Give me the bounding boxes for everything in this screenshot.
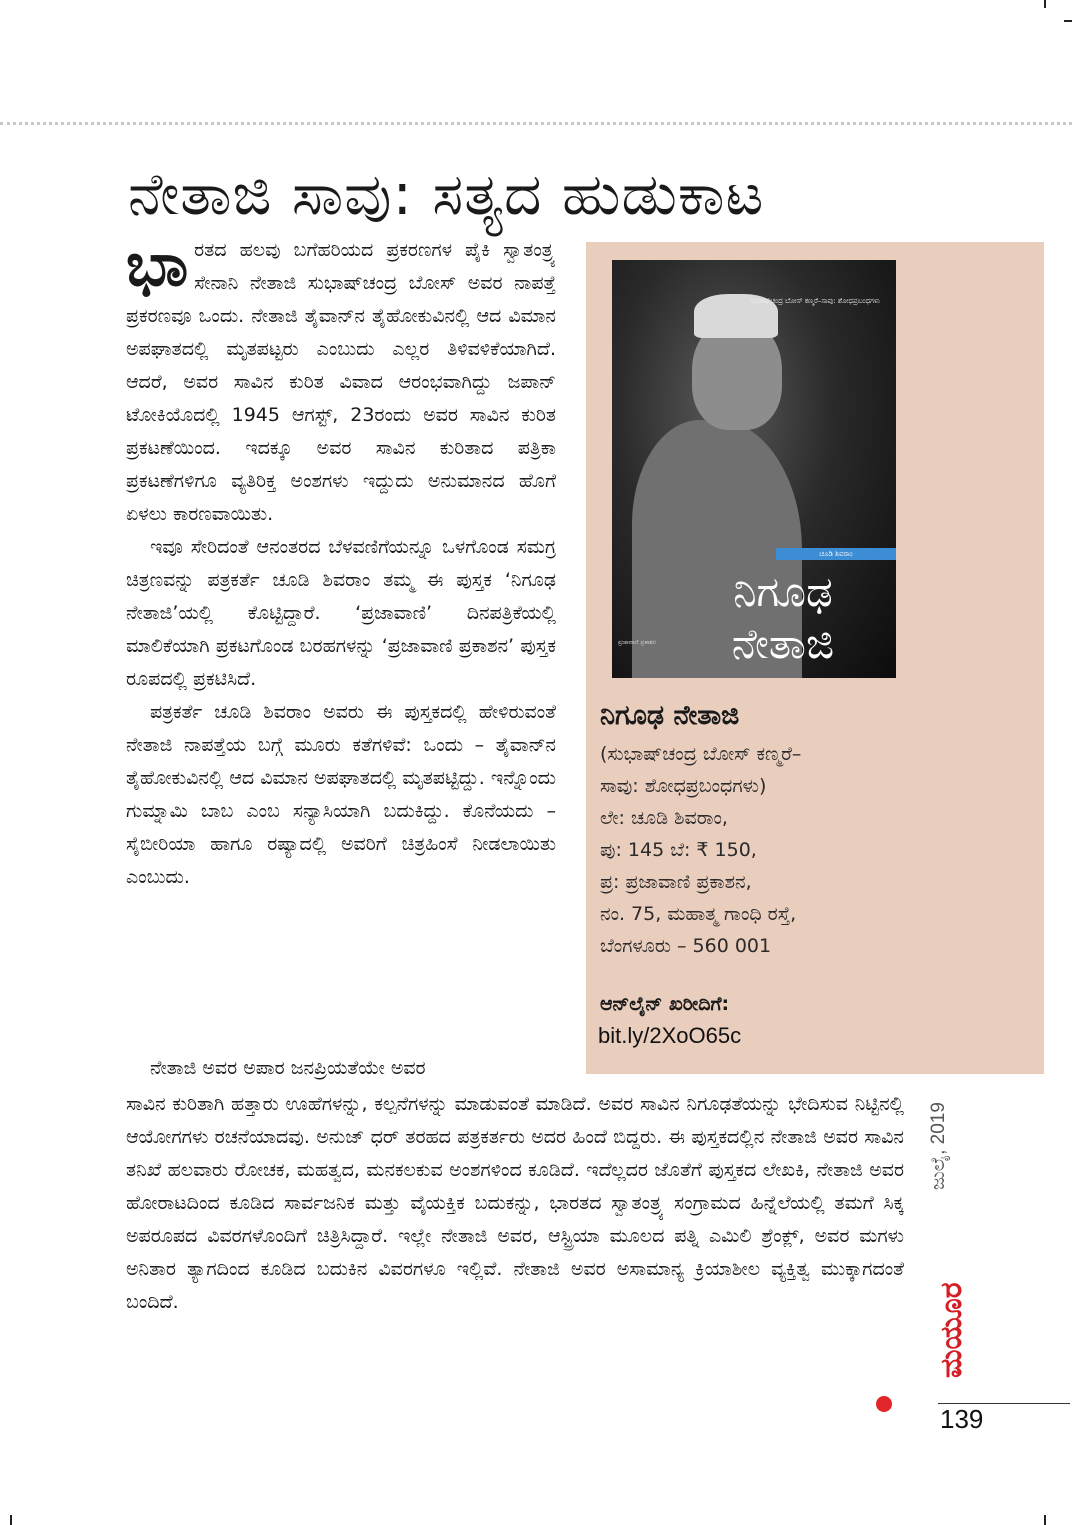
lead-paragraph-2: ಇವೂ ಸೇರಿದಂತೆ ಆನಂತರದ ಬೆಳವಣಿಗೆಯನ್ನೂ ಒಳಗೊಂಡ ಸಮಗ್ರ ಚಿತ್ರಣವನ್ನು ಪತ್ರಕರ್ತೆ ಚೂಡಿ ಶಿವರಾಂ ತಮ್ಮ ಈ ಪುಸ್ತಕ ‘ನಿಗೂಢ ನೇತಾಜಿ’ಯಲ್ಲಿ ಕೊಟ್ಟಿದ್ದಾರೆ. ‘ಪ್ರಜಾವಾಣಿ’ ದಿನಪತ್ರಿಕೆಯಲ್ಲಿ ಮಾಲಿಕೆಯಾಗಿ ಪ್ರಕಟಗೊಂಡ ಬರಹಗಳನ್ನು ‘ಪ್ರಜಾವಾಣಿ ಪ್ರಕಾಶನ’ ಪುಸ್ತಕ ರೂಪದಲ್ಲಿ ಪ್ರಕಟಿಸಿದೆ. <box>126 536 556 690</box>
red-dot-ornament <box>876 1396 892 1412</box>
crop-mark-right <box>1064 20 1072 22</box>
online-purchase-label: ಆನ್‌ಲೈನ್ ಖರೀದಿಗೆ: <box>600 993 730 1015</box>
magazine-brand: ಮಯೂರ <box>934 1282 969 1378</box>
cover-title <box>688 566 878 670</box>
book-address-line-2: ಬೆಂಗಳೂರು – 560 001 <box>600 935 772 957</box>
crop-mark-top <box>1044 0 1046 8</box>
book-details <box>600 738 1020 962</box>
article-headline: ನೇತಾಜಿ ಸಾವು: ಸತ್ಯದ ಹುಡುಕಾಟ <box>128 160 765 228</box>
cover-author-strip: ಚೂಡಿ ಶಿವರಾಂ <box>776 548 896 560</box>
issue-date: ಜುಲೈ, 2019 <box>928 1102 949 1190</box>
wide-paragraph: ಸಾವಿನ ಕುರಿತಾಗಿ ಹತ್ತಾರು ಊಹೆಗಳನ್ನು, ಕಲ್ಪನೆಗಳನ್ನು ಮಾಡುವಂತೆ ಮಾಡಿದೆ. ಅವರ ಸಾವಿನ ನಿಗೂಢತೆಯನ್ನು ಭೇದಿಸುವ ನಿಟ್ಟಿನಲ್ಲಿ ಆಯೋಗಗಳು ರಚನೆಯಾದವು. ಅನುಜ್ ಧರ್ ತರಹದ ಪತ್ರಕರ್ತರು ಅದರ ಹಿಂದೆ ಬಿದ್ದರು. ಈ ಪುಸ್ತಕದಲ್ಲಿನ ನೇತಾಜಿ ಅವರ ಸಾವಿನ ತನಿಖೆ ಹಲವಾರು ರೋಚಕ, ಮಹತ್ವದ, ಮನಕಲಕುವ ಅಂಶಗಳಿಂದ ಕೂಡಿದೆ. ಇದೆಲ್ಲದರ ಜೊತೆಗೆ ಪುಸ್ತಕದ ಲೇಖಕಿ, ನೇತಾಜಿ ಅವರ ಹೋರಾಟದಿಂದ ಕೂಡಿದ ಸಾರ್ವಜನಿಕ ಮತ್ತು ವೈಯಕ್ತಿಕ ಬದುಕನ್ನು, ಭಾರತದ ಸ್ವಾತಂತ್ರ್ಯ ಸಂಗ್ರಾಮದ ಹಿನ್ನೆಲೆಯಲ್ಲಿ ತಮಗೆ ಸಿಕ್ಕ ಅಪರೂಪದ ವಿವರಗಳೊಂದಿಗೆ ಚಿತ್ರಿಸಿದ್ದಾರೆ. ಇಲ್ಲೇ ನೇತಾಜಿ ಅವರ, ಆಸ್ಟ್ರಿಯಾ ಮೂಲದ ಪತ್ನಿ ಎಮಿಲಿ ಶ್ರೆಂಕ್ಲ್, ಅವರ ಮಗಳು ಅನಿತಾರ ತ್ಯಾಗದಿಂದ ಕೂಡಿದ ಬದುಕಿನ ವಿವರಗಳೂ ಇಲ್ಲಿವೆ. ನೇತಾಜಿ ಅವರ ಅಸಾಮಾನ್ಯ ಕ್ರಿಯಾಶೀಲ ವ್ಯಕ್ತಿತ್ವ ಮುಕ್ಕಾಗದಂತೆ ಬಂದಿದೆ. <box>126 1093 904 1313</box>
book-address-line-1: ನಂ. 75, ಮಹಾತ್ಮ ಗಾಂಧಿ ರಸ್ತೆ, <box>600 903 797 925</box>
article-wide-column <box>126 1088 904 1319</box>
book-cover-image <box>612 260 896 678</box>
cover-title-line-2: ನೇತಾಜಿ <box>731 619 835 668</box>
cover-title-line-1: ನಿಗೂಢ <box>733 567 833 616</box>
cover-publisher-logo: ಪ್ರಜಾವಾಣಿ ಪ್ರಕಾಶನ <box>618 639 656 646</box>
book-publisher: ಪ್ರ: ಪ್ರಜಾವಾಣಿ ಪ್ರಕಾಶನ, <box>600 871 752 893</box>
cover-series-text: ಸುಭಾಷ್‌ಚಂದ್ರ ಬೋಸ್ ಕಣ್ಮರೆ–ಸಾವು: ಶೋಧಪ್ರಬಂಧಗಳು <box>749 297 880 305</box>
book-title: ನಿಗೂಢ ನೇತಾಜಿ <box>600 700 740 731</box>
lead-paragraph-3: ಪತ್ರಕರ್ತೆ ಚೂಡಿ ಶಿವರಾಂ ಅವರು ಈ ಪುಸ್ತಕದಲ್ಲಿ ಹೇಳಿರುವಂತೆ ನೇತಾಜಿ ನಾಪತ್ತೆಯ ಬಗ್ಗೆ ಮೂರು ಕತೆಗಳಿವೆ: ಒಂದು – ತೈವಾನ್‌ನ ತೈಹೋಕುವಿನಲ್ಲಿ ಆದ ವಿಮಾನ ಅಪಘಾತದಲ್ಲಿ ಮೃತಪಟ್ಟಿದ್ದು. ಇನ್ನೊಂದು ಗುಮ್ನಾಮಿ ಬಾಬ ಎಂಬ ಸನ್ಯಾಸಿಯಾಗಿ ಬದುಕಿದ್ದು. ಕೊನೆಯದು – ಸೈಬೀರಿಯಾ ಹಾಗೂ ರಷ್ಯಾದಲ್ಲಿ ಅವರಿಗೆ ಚಿತ್ರಹಿಂಸೆ ನೀಡಲಾಯಿತು ಎಂಬುದು. <box>126 701 556 888</box>
book-pages-price: ಪು: 145 ಬೆ: ₹ 150, <box>600 839 757 861</box>
online-purchase-link[interactable]: bit.ly/2XoO65c <box>598 1023 742 1048</box>
crop-mark-bottom <box>1044 1515 1046 1525</box>
article-lead-column <box>126 230 556 894</box>
crop-mark-bottom-left <box>10 1515 12 1525</box>
header-dotted-rule <box>0 122 1072 125</box>
drop-cap: ಭಾ <box>126 230 187 300</box>
lead-paragraph-4-start: ನೇತಾಜಿ ಅವರ ಅಪಾರ ಜನಪ್ರಿಯತೆಯೇ ಅವರ <box>150 1057 426 1079</box>
book-subtitle-line-1: (ಸುಭಾಷ್‌ಚಂದ್ರ ಬೋಸ್ ಕಣ್ಮರೆ– <box>600 743 802 765</box>
book-subtitle-line-2: ಸಾವು: ಶೋಧಪ್ರಬಂಧಗಳು) <box>600 775 767 797</box>
lead-paragraph-1 <box>126 230 556 531</box>
page-number: 139 <box>940 1404 984 1434</box>
book-author: ಲೇ: ಚೂಡಿ ಶಿವರಾಂ, <box>600 807 728 829</box>
book-info-sidebar <box>586 242 1044 1074</box>
lead-paragraph-1-text: ರತದ ಹಲವು ಬಗೆಹರಿಯದ ಪ್ರಕರಣಗಳ ಪೈಕಿ ಸ್ವಾತಂತ್ರ್ಯ ಸೇನಾನಿ ನೇತಾಜಿ ಸುಭಾಷ್‌ಚಂದ್ರ ಬೋಸ್ ಅವರ ನಾಪತ್ತೆ ಪ್ರಕರಣವೂ ಒಂದು. ನೇತಾಜಿ ತೈವಾನ್‌ನ ತೈಹೋಕುವಿನಲ್ಲಿ ಆದ ವಿಮಾನ ಅಪಘಾತದಲ್ಲಿ ಮೃತಪಟ್ಟರು ಎಂಬುದು ಎಲ್ಲರ ತಿಳಿವಳಿಕೆಯಾಗಿದೆ. ಆದರೆ, ಅವರ ಸಾವಿನ ಕುರಿತ ವಿವಾದ ಆರಂಭವಾಗಿದ್ದು ಜಪಾನ್ ಟೋಕಿಯೊದಲ್ಲಿ 1945 ಆಗಸ್ಟ್, 23ರಂದು ಅವರ ಸಾವಿನ ಕುರಿತ ಪ್ರಕಟಣೆಯಿಂದ. ಇದಕ್ಕೂ ಅವರ ಸಾವಿನ ಕುರಿತಾದ ಪತ್ರಿಕಾ ಪ್ರಕಟಣೆಗಳಿಗೂ ವ್ಯತಿರಿಕ್ತ ಅಂಶಗಳು ಇದ್ದುದು ಅನುಮಾನದ ಹೊಗೆ ಏಳಲು ಕಾರಣವಾಯಿತು. <box>126 239 556 525</box>
